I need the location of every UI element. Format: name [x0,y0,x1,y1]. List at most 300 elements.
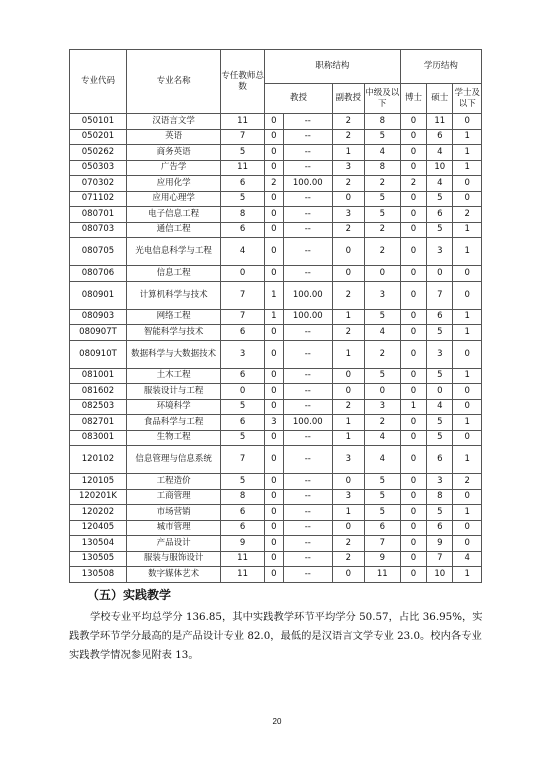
cell-code: 083001 [70,430,127,446]
cell-total: 11 [221,567,265,583]
cell-total: 6 [221,505,265,521]
cell-assoc-professor: 2 [332,176,364,192]
table-row [70,384,482,400]
cell-assoc-professor: 1 [332,340,364,368]
cell-name: 应用心理学 [126,191,220,207]
table-row [70,238,482,266]
cell-intermediate: 5 [364,309,400,325]
cell-intermediate: 5 [364,474,400,490]
cell-doctor: 2 [400,176,426,192]
cell-professor-ratio: -- [283,384,332,400]
cell-professor: 0 [265,384,284,400]
cell-assoc-professor: 2 [332,281,364,309]
cell-professor: 0 [265,129,284,145]
table-row [70,191,482,207]
cell-name: 环境科学 [126,399,220,415]
cell-doctor: 0 [400,129,426,145]
cell-intermediate: 8 [364,160,400,176]
cell-bachelor: 1 [453,415,482,431]
cell-bachelor: 1 [453,446,482,474]
cell-name: 工商管理 [126,489,220,505]
table-row [70,474,482,490]
cell-code: 050262 [70,145,127,161]
table-row [70,368,482,384]
cell-intermediate: 4 [364,145,400,161]
table-row [70,551,482,567]
cell-professor-ratio: -- [283,368,332,384]
cell-professor-ratio: -- [283,145,332,161]
cell-doctor: 0 [400,207,426,223]
cell-intermediate: 4 [364,430,400,446]
cell-bachelor: 0 [453,340,482,368]
cell-assoc-professor: 2 [332,114,364,130]
cell-master: 9 [427,536,453,552]
cell-doctor: 1 [400,399,426,415]
cell-doctor: 0 [400,384,426,400]
cell-assoc-professor: 2 [332,536,364,552]
cell-code: 071102 [70,191,127,207]
cell-intermediate: 5 [364,489,400,505]
cell-bachelor: 1 [453,505,482,521]
cell-professor: 1 [265,309,284,325]
cell-total: 6 [221,415,265,431]
cell-doctor: 0 [400,567,426,583]
cell-master: 4 [427,176,453,192]
cell-professor: 0 [265,222,284,238]
cell-intermediate: 0 [364,384,400,400]
cell-name: 汉语言文学 [126,114,220,130]
cell-code: 130505 [70,551,127,567]
cell-professor-ratio: 100.00 [283,281,332,309]
cell-professor-ratio: 100.00 [283,309,332,325]
cell-name: 信息工程 [126,266,220,282]
cell-code: 080705 [70,238,127,266]
cell-professor-ratio: -- [283,340,332,368]
cell-code: 082701 [70,415,127,431]
cell-bachelor: 4 [453,551,482,567]
cell-doctor: 0 [400,191,426,207]
cell-code: 070302 [70,176,127,192]
cell-professor: 3 [265,415,284,431]
cell-total: 5 [221,191,265,207]
cell-intermediate: 3 [364,399,400,415]
cell-name: 产品设计 [126,536,220,552]
cell-total: 11 [221,160,265,176]
cell-master: 0 [427,266,453,282]
cell-professor-ratio: -- [283,489,332,505]
cell-intermediate: 5 [364,505,400,521]
cell-doctor: 0 [400,160,426,176]
cell-bachelor: 1 [453,567,482,583]
cell-bachelor: 1 [453,368,482,384]
cell-bachelor: 2 [453,207,482,223]
cell-professor: 2 [265,176,284,192]
header-bachelor: 学士及以下 [453,84,482,114]
cell-total: 0 [221,384,265,400]
cell-name: 智能科学与技术 [126,325,220,341]
cell-intermediate: 2 [364,415,400,431]
cell-assoc-professor: 2 [332,551,364,567]
cell-bachelor: 0 [453,266,482,282]
cell-assoc-professor: 2 [332,129,364,145]
cell-master: 10 [427,567,453,583]
cell-total: 6 [221,368,265,384]
cell-intermediate: 5 [364,191,400,207]
cell-name: 城市管理 [126,520,220,536]
cell-professor: 0 [265,567,284,583]
cell-master: 7 [427,551,453,567]
cell-professor: 0 [265,551,284,567]
cell-name: 电子信息工程 [126,207,220,223]
cell-code: 120405 [70,520,127,536]
cell-code: 081602 [70,384,127,400]
cell-bachelor: 1 [453,238,482,266]
cell-master: 10 [427,160,453,176]
cell-master: 6 [427,309,453,325]
header-master: 硕士 [427,84,453,114]
cell-assoc-professor: 3 [332,160,364,176]
cell-doctor: 0 [400,281,426,309]
table-body [70,114,482,583]
cell-name: 计算机科学与技术 [126,281,220,309]
cell-code: 130504 [70,536,127,552]
cell-code: 050101 [70,114,127,130]
cell-professor-ratio: -- [283,474,332,490]
cell-name: 土木工程 [126,368,220,384]
cell-code: 080901 [70,281,127,309]
cell-professor: 0 [265,160,284,176]
cell-assoc-professor: 1 [332,309,364,325]
cell-assoc-professor: 3 [332,207,364,223]
practice-teaching-paragraph: 学校专业平均总学分 136.85，其中实践教学环节平均学分 50.57，占比 36.95%，实践教学环节学分最高的是产品设计专业 82.0，最低的是汉语言文学专业 23.0。校内各专业实践教学情况参见附表 13。 [69,611,483,661]
cell-professor: 0 [265,145,284,161]
cell-intermediate: 5 [364,368,400,384]
cell-professor-ratio: -- [283,536,332,552]
cell-intermediate: 7 [364,536,400,552]
cell-master: 6 [427,129,453,145]
cell-bachelor: 0 [453,489,482,505]
cell-master: 5 [427,222,453,238]
cell-assoc-professor: 0 [332,384,364,400]
cell-bachelor: 1 [453,325,482,341]
cell-assoc-professor: 2 [332,399,364,415]
cell-assoc-professor: 1 [332,430,364,446]
cell-intermediate: 0 [364,266,400,282]
cell-master: 3 [427,238,453,266]
table-row [70,160,482,176]
cell-professor-ratio: -- [283,266,332,282]
header-name: 专业名称 [126,50,220,114]
cell-doctor: 0 [400,340,426,368]
cell-code: 080910T [70,340,127,368]
table-row [70,309,482,325]
cell-name: 服装设计与工程 [126,384,220,400]
table-row [70,129,482,145]
cell-assoc-professor: 0 [332,266,364,282]
cell-intermediate: 2 [364,176,400,192]
cell-professor-ratio: -- [283,207,332,223]
cell-bachelor: 0 [453,281,482,309]
cell-code: 080907T [70,325,127,341]
cell-master: 3 [427,474,453,490]
page-number: 20 [272,717,282,726]
cell-professor: 0 [265,191,284,207]
table-row [70,567,482,583]
cell-name: 光电信息科学与工程 [126,238,220,266]
cell-bachelor: 0 [453,176,482,192]
cell-code: 120201K [70,489,127,505]
cell-bachelor: 1 [453,222,482,238]
cell-master: 5 [427,368,453,384]
table-row [70,281,482,309]
cell-doctor: 0 [400,489,426,505]
cell-name: 数据科学与大数据技术 [126,340,220,368]
cell-doctor: 0 [400,415,426,431]
cell-bachelor: 0 [453,430,482,446]
cell-professor: 0 [265,446,284,474]
cell-total: 5 [221,399,265,415]
cell-total: 5 [221,145,265,161]
cell-total: 6 [221,176,265,192]
cell-intermediate: 9 [364,551,400,567]
cell-master: 7 [427,281,453,309]
table-row [70,222,482,238]
table-row [70,266,482,282]
cell-name: 商务英语 [126,145,220,161]
cell-bachelor: 1 [453,160,482,176]
cell-professor-ratio: -- [283,399,332,415]
cell-intermediate: 2 [364,340,400,368]
cell-bachelor: 1 [453,145,482,161]
cell-professor-ratio: -- [283,129,332,145]
table-row [70,145,482,161]
cell-master: 4 [427,145,453,161]
cell-professor-ratio: -- [283,430,332,446]
cell-intermediate: 2 [364,222,400,238]
cell-code: 050201 [70,129,127,145]
cell-name: 市场营销 [126,505,220,521]
cell-master: 11 [427,114,453,130]
cell-professor-ratio: -- [283,446,332,474]
cell-assoc-professor: 0 [332,474,364,490]
table-row [70,399,482,415]
header-code: 专业代码 [70,50,127,114]
cell-total: 3 [221,340,265,368]
cell-doctor: 0 [400,114,426,130]
cell-intermediate: 4 [364,446,400,474]
cell-professor-ratio: -- [283,238,332,266]
cell-professor: 0 [265,430,284,446]
cell-total: 6 [221,325,265,341]
cell-master: 5 [427,505,453,521]
cell-total: 11 [221,551,265,567]
cell-total: 9 [221,536,265,552]
cell-assoc-professor: 2 [332,222,364,238]
table-row [70,176,482,192]
cell-intermediate: 6 [364,520,400,536]
cell-intermediate: 4 [364,325,400,341]
cell-master: 6 [427,207,453,223]
cell-assoc-professor: 3 [332,489,364,505]
table-row [70,489,482,505]
header-intermediate: 中级及以下 [364,84,400,114]
cell-professor-ratio: -- [283,114,332,130]
header-assoc-professor: 副教授 [332,84,364,114]
cell-total: 5 [221,430,265,446]
cell-total: 4 [221,238,265,266]
cell-professor: 0 [265,536,284,552]
cell-intermediate: 3 [364,281,400,309]
cell-assoc-professor: 0 [332,191,364,207]
cell-doctor: 0 [400,222,426,238]
cell-total: 7 [221,281,265,309]
cell-bachelor: 0 [453,191,482,207]
cell-professor: 0 [265,266,284,282]
cell-assoc-professor: 0 [332,368,364,384]
cell-professor: 0 [265,368,284,384]
table-row [70,446,482,474]
cell-assoc-professor: 0 [332,567,364,583]
table-row [70,430,482,446]
cell-professor-ratio: -- [283,325,332,341]
header-teachers: 专任教师总数 [221,50,265,114]
cell-bachelor: 0 [453,114,482,130]
cell-professor-ratio: -- [283,160,332,176]
cell-professor: 0 [265,207,284,223]
cell-professor-ratio: -- [283,222,332,238]
cell-professor: 0 [265,399,284,415]
table-row [70,325,482,341]
cell-professor: 0 [265,238,284,266]
cell-master: 5 [427,325,453,341]
cell-doctor: 0 [400,368,426,384]
cell-code: 080701 [70,207,127,223]
cell-doctor: 0 [400,551,426,567]
cell-code: 050303 [70,160,127,176]
cell-doctor: 0 [400,446,426,474]
table-row [70,415,482,431]
cell-master: 6 [427,520,453,536]
cell-master: 5 [427,415,453,431]
cell-total: 11 [221,114,265,130]
table-row [70,340,482,368]
cell-assoc-professor: 2 [332,325,364,341]
section-heading: （五）实践教学 [87,588,172,602]
cell-assoc-professor: 3 [332,446,364,474]
cell-doctor: 0 [400,325,426,341]
cell-professor: 1 [265,281,284,309]
cell-intermediate: 5 [364,129,400,145]
cell-professor-ratio: -- [283,520,332,536]
cell-assoc-professor: 0 [332,238,364,266]
cell-code: 082503 [70,399,127,415]
cell-name: 网络工程 [126,309,220,325]
cell-total: 6 [221,520,265,536]
cell-professor: 0 [265,340,284,368]
cell-doctor: 0 [400,520,426,536]
cell-bachelor: 1 [453,129,482,145]
cell-master: 6 [427,446,453,474]
cell-name: 英语 [126,129,220,145]
cell-professor-ratio: 100.00 [283,415,332,431]
cell-code: 080903 [70,309,127,325]
cell-bachelor: 0 [453,536,482,552]
cell-name: 通信工程 [126,222,220,238]
cell-name: 服装与服饰设计 [126,551,220,567]
cell-professor-ratio: 100.00 [283,176,332,192]
cell-master: 4 [427,399,453,415]
cell-doctor: 0 [400,266,426,282]
cell-name: 工程造价 [126,474,220,490]
cell-total: 8 [221,207,265,223]
cell-total: 7 [221,309,265,325]
cell-total: 6 [221,222,265,238]
table-row [70,505,482,521]
header-doctor: 博士 [400,84,426,114]
cell-total: 7 [221,446,265,474]
cell-master: 8 [427,489,453,505]
header-title-structure: 职称结构 [265,50,401,84]
cell-code: 120105 [70,474,127,490]
cell-total: 5 [221,474,265,490]
cell-assoc-professor: 1 [332,505,364,521]
table-row [70,536,482,552]
table-row [70,207,482,223]
cell-name: 生物工程 [126,430,220,446]
cell-code: 080703 [70,222,127,238]
cell-bachelor: 0 [453,384,482,400]
cell-professor: 0 [265,474,284,490]
cell-name: 信息管理与信息系统 [126,446,220,474]
cell-bachelor: 0 [453,399,482,415]
cell-code: 130508 [70,567,127,583]
cell-doctor: 0 [400,145,426,161]
cell-professor-ratio: -- [283,567,332,583]
cell-professor-ratio: -- [283,505,332,521]
cell-professor-ratio: -- [283,191,332,207]
cell-assoc-professor: 1 [332,415,364,431]
cell-professor-ratio: -- [283,551,332,567]
cell-total: 8 [221,489,265,505]
cell-doctor: 0 [400,238,426,266]
cell-professor: 0 [265,325,284,341]
cell-assoc-professor: 1 [332,145,364,161]
table-row [70,520,482,536]
cell-name: 应用化学 [126,176,220,192]
cell-bachelor: 0 [453,520,482,536]
cell-master: 0 [427,384,453,400]
table-row [70,114,482,130]
cell-professor: 0 [265,520,284,536]
cell-master: 5 [427,191,453,207]
cell-intermediate: 2 [364,238,400,266]
header-edu-structure: 学历结构 [400,50,481,84]
cell-total: 0 [221,266,265,282]
header-professor: 教授 [265,84,333,114]
cell-doctor: 0 [400,536,426,552]
cell-name: 食品科学与工程 [126,415,220,431]
cell-code: 120202 [70,505,127,521]
staff-structure-table [69,49,482,583]
cell-doctor: 0 [400,309,426,325]
cell-doctor: 0 [400,430,426,446]
cell-name: 数字媒体艺术 [126,567,220,583]
cell-doctor: 0 [400,505,426,521]
cell-total: 7 [221,129,265,145]
cell-intermediate: 11 [364,567,400,583]
cell-assoc-professor: 0 [332,520,364,536]
cell-code: 081001 [70,368,127,384]
